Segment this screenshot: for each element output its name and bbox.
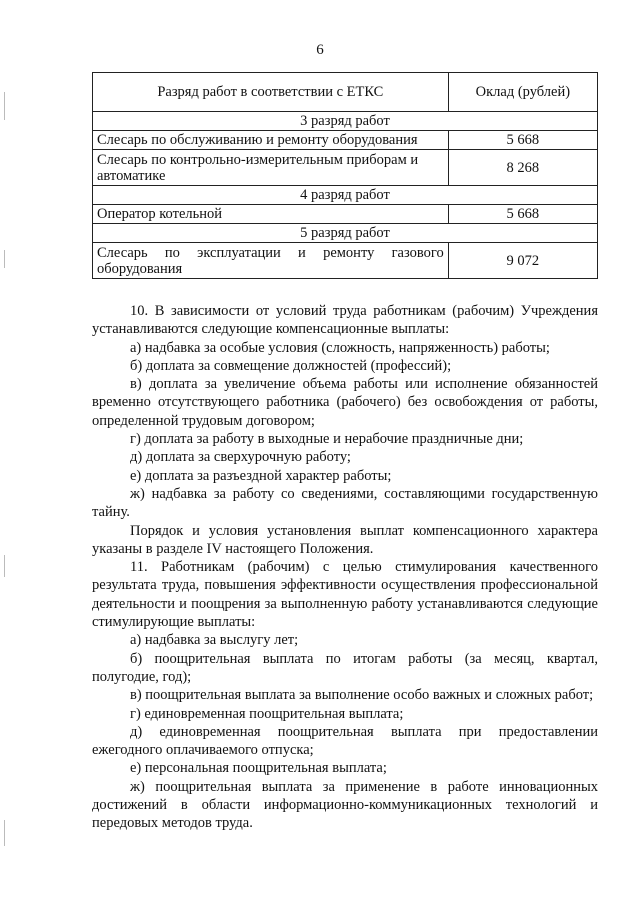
salary-value: 8 268 — [448, 150, 597, 186]
section-title: 3 разряд работ — [93, 112, 598, 131]
document-body — [92, 302, 598, 833]
table-section-row — [93, 224, 598, 243]
table-section-row — [93, 186, 598, 205]
section-title: 4 разряд работ — [93, 186, 598, 205]
table-row — [93, 150, 598, 186]
section-title: 5 разряд работ — [93, 224, 598, 243]
list-item: г) единовременная поощрительная выплата; — [130, 705, 404, 722]
salary-value: 5 668 — [448, 205, 597, 224]
salary-value: 9 072 — [448, 243, 597, 279]
salary-value: 5 668 — [448, 131, 597, 150]
profession-name: Слесарь по обслуживанию и ремонту оборудования — [93, 131, 449, 150]
scan-edge-mark — [4, 250, 5, 268]
list-item: в) поощрительная выплата за выполнение особо важных и сложных работ; — [130, 687, 594, 704]
paragraph-procedure: Порядок и условия установления выплат компенсационного характера указаны в разделе IV настоящего Положения. — [92, 522, 598, 557]
salary-grade-table — [92, 72, 598, 279]
list-item: д) единовременная поощрительная выплата при предоставлении ежегодного оплачиваемого отпуска; — [92, 723, 598, 759]
page-number: 6 — [316, 42, 324, 58]
table-row — [93, 205, 598, 224]
table-row — [93, 131, 598, 150]
profession-name: Слесарь по контрольно-измерительным приборам и автоматике — [93, 150, 449, 186]
scan-edge-mark — [4, 820, 5, 846]
list-item: д) доплата за сверхурочную работу; — [130, 449, 351, 466]
list-item: г) доплата за работу в выходные и нерабочие праздничные дни; — [130, 431, 524, 448]
scan-edge-mark — [4, 92, 5, 120]
list-item: е) доплата за разъездной характер работы; — [130, 467, 392, 484]
list-item: е) персональная поощрительная выплата; — [130, 760, 387, 777]
paragraph-10: 10. В зависимости от условий труда работникам (рабочим) Учреждения устанавливаются следующие компенсационные выплаты: — [92, 303, 598, 338]
profession-name: Оператор котельной — [93, 205, 449, 224]
paragraph-11: 11. Работникам (рабочим) с целью стимулирования качественного результата труда, повышения эффективности осуществления профессиональной деятельности и поощрения за выполненную работу устанавливаются следующие стимулирующие выплаты: — [92, 559, 598, 631]
profession-name: Слесарь по эксплуатации и ремонту газового оборудования — [93, 243, 449, 279]
list-item: б) доплата за совмещение должностей (профессий); — [130, 357, 452, 374]
table-section-row — [93, 112, 598, 131]
table-header-grade: Разряд работ в соответствии с ЕТКС — [93, 73, 449, 112]
table-row — [93, 243, 598, 279]
list-item: а) надбавка за выслугу лет; — [130, 632, 299, 649]
list-item: в) доплата за увеличение объема работы или исполнение обязанностей временно отсутствующего работника (рабочего) без освобождения от работы, определенной трудовым договором; — [92, 376, 598, 429]
list-item: б) поощрительная выплата по итогам работы (за месяц, квартал, полугодие, год); — [92, 650, 598, 685]
table-header-row — [93, 73, 598, 112]
scan-edge-mark — [4, 555, 5, 577]
list-item: ж) надбавка за работу со сведениями, составляющими государственную тайну. — [92, 485, 598, 521]
list-item: а) надбавка за особые условия (сложность, напряженность) работы; — [130, 339, 550, 356]
list-item: ж) поощрительная выплата за применение в работе инновационных достижений в области информационно-коммуникационных технологий и передовых методов труда. — [92, 778, 598, 832]
table-header-salary: Оклад (рублей) — [448, 73, 597, 112]
